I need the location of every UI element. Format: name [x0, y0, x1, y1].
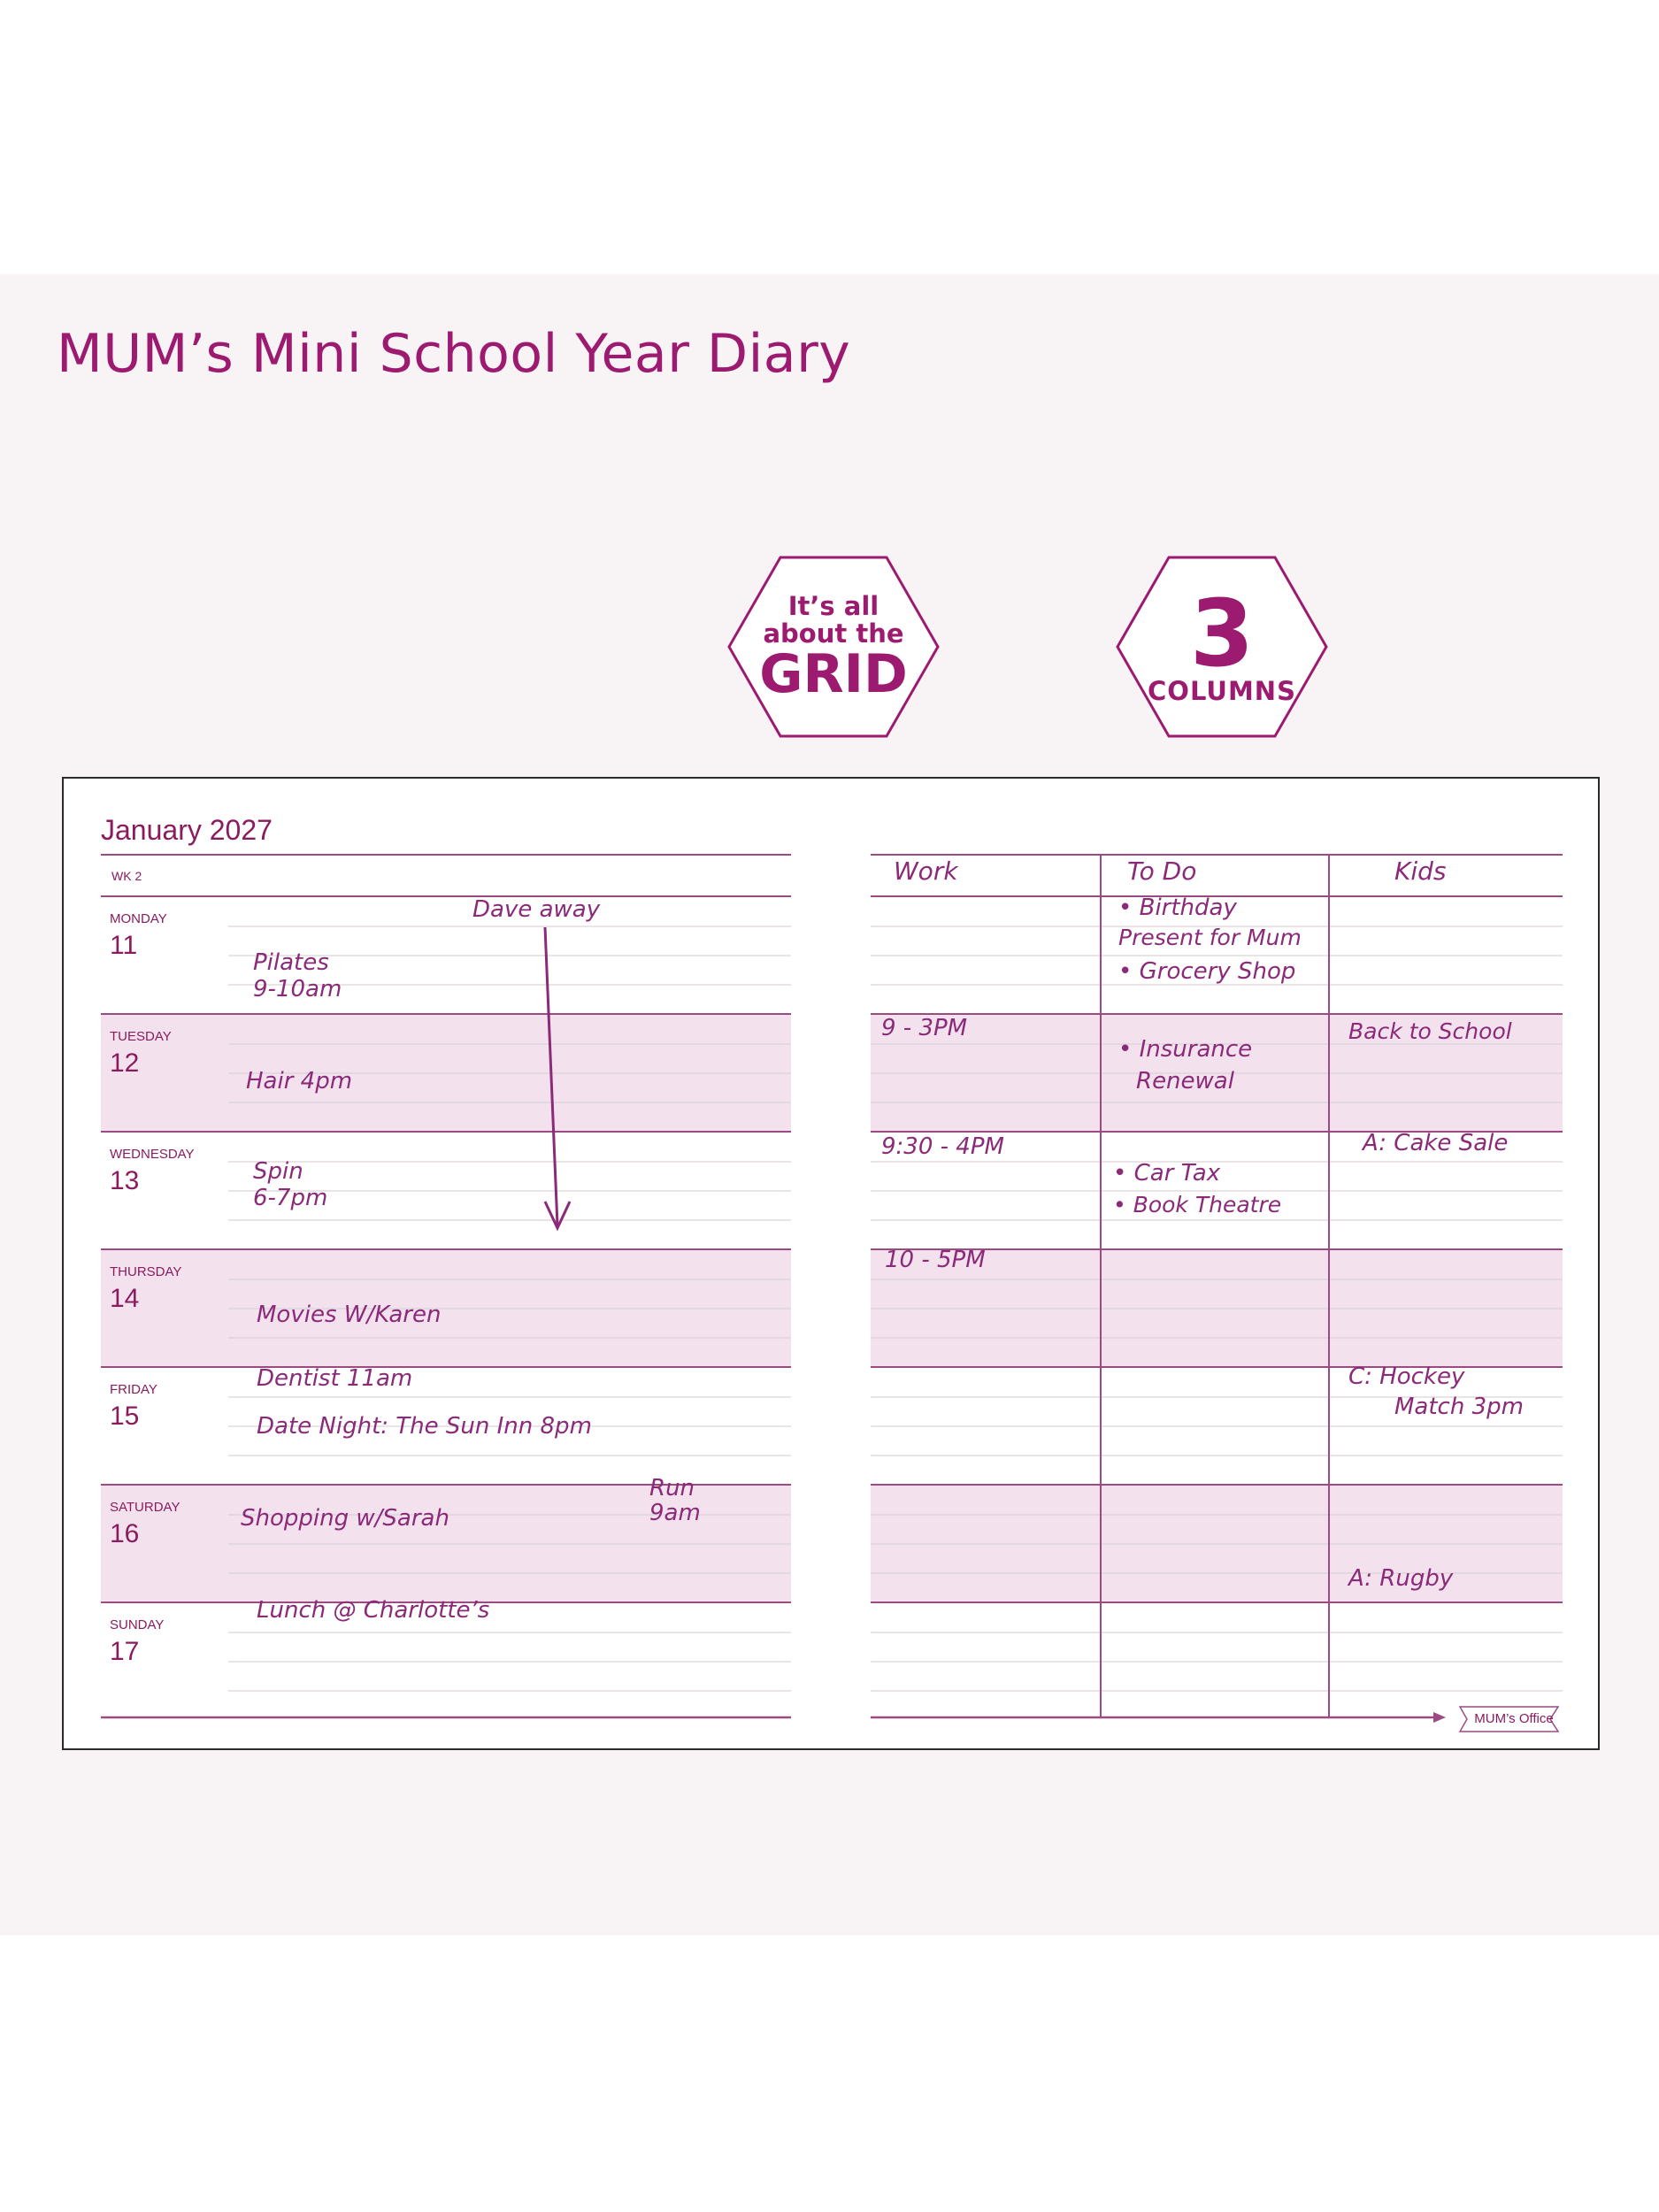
day-name: FRIDAY	[110, 1382, 157, 1397]
note-kids-back-to-school: Back to School	[1348, 1018, 1512, 1044]
note-todo-birthday: • Birthday	[1118, 895, 1237, 921]
day-name: TUESDAY	[110, 1029, 172, 1044]
brand-tag-label: MUM’s Office	[1474, 1711, 1554, 1726]
grid-badge-line1: It’s all	[787, 591, 879, 621]
day-name: SUNDAY	[110, 1617, 165, 1632]
note-spin: Spin	[253, 1158, 303, 1185]
day-label	[110, 1382, 157, 1432]
grid-badge	[727, 556, 940, 738]
note-kids-hockey: C: Hockey	[1348, 1363, 1465, 1390]
note-todo-renewal: Renewal	[1136, 1068, 1234, 1094]
day-date: 13	[110, 1166, 140, 1195]
day-date: 11	[110, 931, 138, 960]
day-date: 14	[110, 1284, 140, 1313]
diary-spread	[62, 777, 1600, 1750]
column-kids: Kids	[1394, 856, 1447, 886]
day-date: 15	[110, 1402, 140, 1431]
note-pilates: Pilates	[253, 949, 329, 976]
grid-badge-line3: GRID	[759, 643, 908, 705]
note-lunch: Lunch @ Charlotte’s	[257, 1597, 490, 1624]
day-name: WEDNESDAY	[110, 1147, 195, 1162]
note-work-wed: 9:30 - 4PM	[881, 1133, 1004, 1160]
note-todo-insurance: • Insurance	[1118, 1036, 1253, 1063]
day-date: 17	[110, 1637, 140, 1666]
page-title: MUM’s Mini School Year Diary	[57, 323, 851, 385]
brand-tag	[1453, 1706, 1559, 1732]
week-number: WK 2	[111, 869, 142, 883]
grid-badge-line2: about the	[763, 618, 904, 649]
note-todo-car-tax: • Car Tax	[1113, 1160, 1221, 1187]
note-kids-rugby: A: Rugby	[1348, 1565, 1454, 1592]
day-name: MONDAY	[110, 911, 167, 926]
note-pilates-time: 9-10am	[253, 976, 342, 1002]
day-label	[110, 911, 167, 961]
day-label	[110, 1617, 164, 1667]
columns-badge	[1116, 556, 1328, 738]
day-name: SATURDAY	[110, 1500, 180, 1515]
note-hair: Hair 4pm	[246, 1068, 353, 1094]
columns-badge-number: 3	[1189, 580, 1255, 687]
note-shopping: Shopping w/Sarah	[241, 1505, 449, 1532]
note-run: Run	[649, 1475, 695, 1502]
day-label	[110, 1147, 195, 1196]
day-label	[110, 1500, 180, 1549]
note-dentist: Dentist 11am	[257, 1365, 413, 1392]
note-dave-away: Dave away	[472, 896, 601, 923]
month-heading: January 2027	[101, 814, 273, 846]
day-date: 12	[110, 1048, 140, 1078]
column-work: Work	[894, 856, 958, 886]
day-date: 16	[110, 1519, 140, 1548]
note-todo-grocery: • Grocery Shop	[1118, 958, 1296, 985]
note-todo-theatre: • Book Theatre	[1113, 1192, 1282, 1217]
column-todo: To Do	[1127, 856, 1197, 886]
day-name: THURSDAY	[110, 1264, 182, 1279]
note-todo-present: Present for Mum	[1118, 925, 1302, 950]
day-label	[110, 1264, 181, 1314]
day-label	[110, 1029, 172, 1079]
note-kids-cake-sale: A: Cake Sale	[1363, 1130, 1509, 1156]
columns-badge-label: COLUMNS	[1148, 676, 1296, 706]
note-date-night: Date Night: The Sun Inn 8pm	[257, 1413, 592, 1440]
note-work-tue: 9 - 3PM	[881, 1015, 968, 1041]
note-spin-time: 6-7pm	[253, 1185, 328, 1211]
note-movies: Movies W/Karen	[257, 1302, 442, 1328]
note-kids-hockey-time: Match 3pm	[1394, 1394, 1524, 1420]
note-run-time: 9am	[649, 1500, 701, 1526]
note-work-thu: 10 - 5PM	[885, 1247, 986, 1273]
